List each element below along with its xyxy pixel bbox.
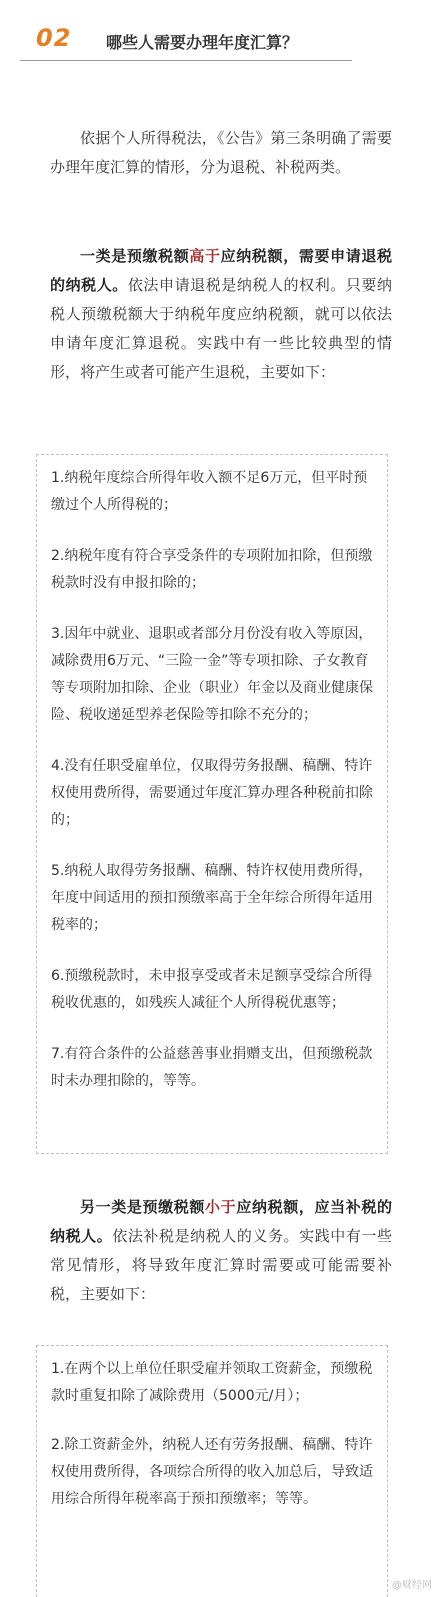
refund-case-item: 4.没有任职受雇单位，仅取得劳务报酬、稿酬、特许权使用费所得，需要通过年度汇算办理各种税前扣除的； [51, 758, 373, 828]
section-number: 02 [36, 24, 72, 52]
payment-cases-box [36, 1345, 388, 1597]
payment-paragraph [50, 1193, 392, 1309]
payment-lead-prefix: 另一类是预缴税额 [80, 1198, 206, 1216]
refund-case-item: 3.因年中就业、退职或者部分月份没有收入等原因，减除费用6万元、“三险一金”等专项扣除、子女教育等专项附加扣除、企业（职业）年金以及商业健康保险、税收递延型养老保险等扣除不充分的； [51, 626, 373, 723]
refund-lead-suffix: 应纳税额，需要申请退税的纳税人。 [50, 247, 392, 294]
intro-text: 依据个人所得税法，《公告》第三条明确了需要办理年度汇算的情形，分为退税、补税两类。 [50, 129, 392, 176]
refund-paragraph [50, 242, 392, 387]
refund-cases-box [36, 454, 388, 1154]
refund-lead-highlight: 高于 [189, 247, 221, 265]
refund-case-item: 6.预缴税款时，未申报享受或者未足额享受综合所得税收优惠的，如残疾人减征个人所得税优惠等； [51, 968, 373, 1011]
intro-paragraph [50, 124, 392, 182]
payment-lead-suffix: 应纳税额，应当补税的纳税人。 [50, 1198, 392, 1245]
refund-case-item: 5.纳税人取得劳务报酬、稿酬、特许权使用费所得，年度中间适用的预扣预缴率高于全年综合所得年适用税率的； [51, 863, 373, 933]
refund-case-item: 7.有符合条件的公益慈善事业捐赠支出，但预缴税款时未办理扣除的，等等。 [51, 1046, 373, 1089]
section-header [20, 24, 352, 61]
payment-case-item: 2.除工资薪金外，纳税人还有劳务报酬、稿酬、特许权使用费所得，各项综合所得的收入加总后，导致适用综合所得年税率高于预扣预缴率；等等。 [51, 1437, 373, 1507]
payment-case-item: 1.在两个以上单位任职受雇并领取工资薪金，预缴税款时重复扣除了减除费用（5000元/月）； [51, 1361, 373, 1404]
refund-case-item: 2.纳税年度有符合享受条件的专项附加扣除，但预缴税款时没有申报扣除的； [51, 548, 373, 591]
section-title: 哪些人需要办理年度汇算？ [106, 33, 299, 52]
payment-body: 依法补税是纳税人的义务。实践中有一些常见情形，将导致年度汇算时需要或可能需要补税，主要如下： [50, 1227, 392, 1303]
refund-body: 依法申请退税是纳税人的权利。只要纳税人预缴税额大于纳税年度应纳税额，就可以依法申请年度汇算退税。实践中有一些比较典型的情形，将产生或者可能产生退税，主要如下： [50, 276, 392, 381]
payment-lead-highlight: 小于 [205, 1198, 237, 1216]
refund-case-item: 1.纳税年度综合所得年收入额不足6万元，但平时预缴过个人所得税的； [51, 470, 368, 513]
watermark: @财经网 [392, 1580, 432, 1591]
refund-lead-prefix: 一类是预缴税额 [80, 247, 190, 265]
